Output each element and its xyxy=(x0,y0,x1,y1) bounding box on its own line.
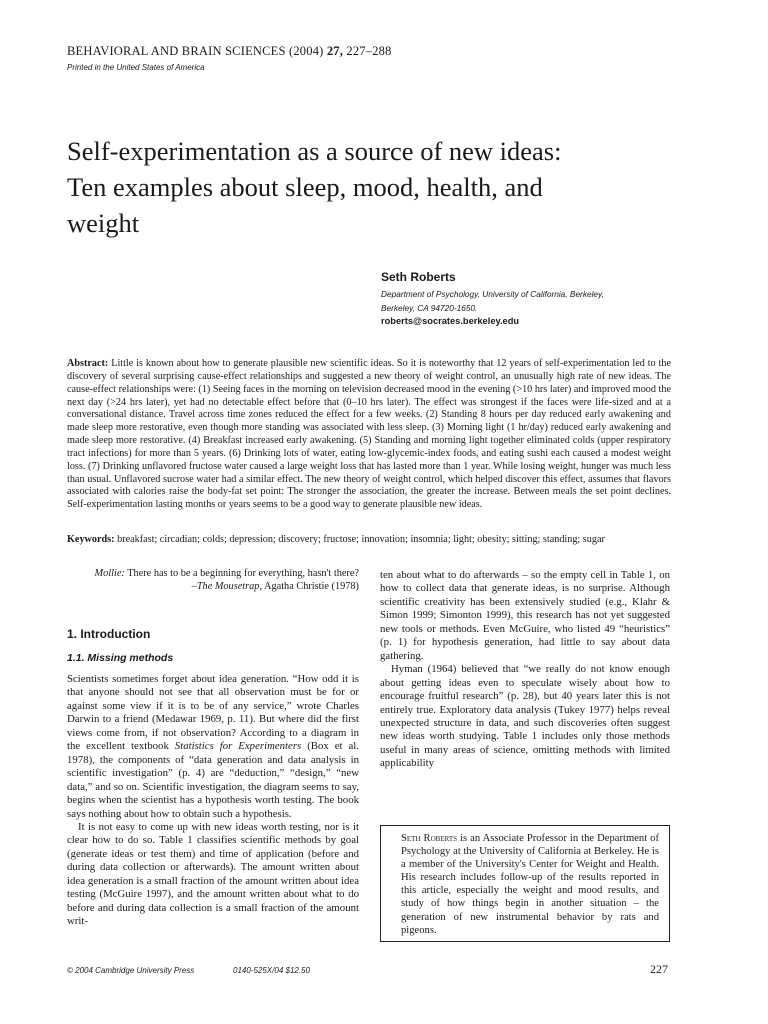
journal-pages: 227–288 xyxy=(346,44,392,58)
journal-name: BEHAVIORAL AND BRAIN SCIENCES (2004) xyxy=(67,44,324,58)
epigraph-source-author: Agatha Christie (1978) xyxy=(264,581,359,592)
paragraph-text: (Box et al. 1978), the components of “data generation and data analysis in scientific investigation” (p. 4) are “deduction,” “design,” “new data,” and so on. Scientific investigation, the diagram seems to say, begins when the scientist has a hypothesis worth testing. The book says nothing about how to obtain such a hypothesis. xyxy=(67,740,359,820)
price-code: 0140-525X/04 $12.50 xyxy=(233,966,310,975)
journal-header xyxy=(67,44,392,59)
author-email[interactable]: roberts@socrates.berkeley.edu xyxy=(381,316,520,326)
article-title: Self-experimentation as a source of new ideas: Ten examples about sleep, mood, health, and weight xyxy=(67,136,562,238)
bio-name: Seth Roberts xyxy=(401,833,458,844)
epigraph-speaker: Mollie: xyxy=(94,568,125,579)
paragraph: ten about what to do afterwards – so the empty cell in Table 1, on how to collect data that generate ideas, is no surprise. Although scientific creativity has been extensively studied (e.g., Klahr & Simon 1999; Simonton 1999), this research has not yet suggested new tools or methods. Even McGuire, who listed 49 “heuristics” (p. 1) for hypothesis generation, had little to say about data gathering. xyxy=(380,569,670,662)
epigraph-quote-line xyxy=(67,567,359,580)
bio-text: is an Associate Professor in the Department of Psychology at the University of California at Berkeley. He is a member of the University's Center for Weight and Health. His research includes follow-up of the results reported in this article, especially the weight and mood results, and study of how things begin in another situation – the generation of new instrumental behavior by rats and pigeons. xyxy=(401,833,659,936)
abstract-text: Little is known about how to generate plausible new scientific ideas. So it is noteworthy that 12 years of self-experimentation led to the discovery of several surprising cause-effect relationships and suggested a new theory of weight control, an unusually high rate of new ideas. The cause-effect relationships were: (1) Seeing faces in the morning on television decreased mood in the evening (>10 hrs later) and improved mood the next day (>24 hrs later), yet had no detectable effect before that (0–10 hrs later). The effect was strongest if the faces were life-sized and at a conversational distance. Travel across time zones reduced the effect for a few weeks. (2) Standing 8 hours per day reduced early awakening and made sleep more restorative, even though more standing was associated with less sleep. (3) Morning light (1 hr/day) reduced early awakening and made sleep more restorative. (4) Breakfast increased early awakening. (5) Standing and morning light together eliminated colds (upper respiratory tract infections) for more than 5 years. (6) Drinking lots of water, eating low-glycemic-index foods, and eating sushi each caused a modest weight loss. (7) Drinking unflavored fructose water caused a large weight loss that has lasted more than 1 year. While losing weight, hunger was much less than usual. Unflavored sucrose water had a similar effect. The new theory of weight control, which helped discover this effect, assumes that flavors associated with calories raise the body-fat set point: The stronger the association, the greater the increase. Between meals the set point declines. Self-experimentation lasting months or years seems to be a good way to generate plausible new ideas. xyxy=(67,358,672,511)
epigraph-source-title: The Mousetrap, xyxy=(196,581,263,592)
journal-volume: 27, xyxy=(326,44,344,58)
epigraph-source xyxy=(67,580,359,593)
body-column-right xyxy=(380,569,670,771)
paragraph: It is not easy to come up with new ideas worth testing, nor is it clear how to do so. Table 1 classifies scientific methods by goal (generate ideas or test them) and time of application (before and during data collection or afterwards). The amount written about idea generation is a small fraction of the amount written about idea testing (McGuire 1997), and the amount written about what to do before and during data collection is a small fraction of the amount writ- xyxy=(67,820,359,928)
keywords-text: breakfast; circadian; colds; depression; discovery; fructose; innovation; insomnia; light; obesity; sitting; standing; sugar xyxy=(117,534,605,545)
page-number: 227 xyxy=(650,962,668,976)
paragraph-text: Scientists sometimes forget about idea generation. “How odd it is that anyone should not see that all observation must be for or against some view if it is to be of any service,” wrote Charles Darwin to a friend (Medawar 1969, p. 11). But where did the first views come from, if not observation? According to a diagram in the excellent textbook xyxy=(67,673,359,753)
author-bio xyxy=(401,832,659,937)
epigraph-quote: There has to be a beginning for everything, hasn't there? xyxy=(127,568,359,579)
subsection-heading: 1.1. Missing methods xyxy=(67,652,174,664)
author-affiliation: Department of Psychology, University of California, Berkeley, xyxy=(381,289,604,299)
author-bio-box xyxy=(380,825,670,942)
epigraph-dash: – xyxy=(191,581,197,592)
paragraph: Hyman (1964) believed that “we really do not know enough about getting ideas even to speculate wisely about how to encourage fruitful research” (p. 28), but 40 years later this is not entirely true. Exploratory data analysis (Tukey 1977) helps reveal unexpected structure in data, and such discoveries often suggest new ideas worth studying. Table 1 includes only those methods useful in many areas of science, omitting methods with limited applicability xyxy=(380,663,670,770)
book-title: Statistics for Experimenters xyxy=(174,740,302,753)
printed-line: Printed in the United States of America xyxy=(67,63,205,72)
author-block xyxy=(381,270,681,326)
copyright-notice: © 2004 Cambridge University Press xyxy=(67,966,195,975)
keywords-label: Keywords: xyxy=(67,534,115,545)
abstract-label: Abstract: xyxy=(67,358,109,369)
body-column-left xyxy=(67,673,359,929)
abstract xyxy=(67,358,671,512)
paragraph xyxy=(67,673,359,821)
author-address: Berkeley, CA 94720-1650. xyxy=(381,303,478,313)
section-heading: 1. Introduction xyxy=(67,627,151,641)
author-name: Seth Roberts xyxy=(381,270,456,284)
keywords xyxy=(67,533,671,546)
epigraph xyxy=(67,567,359,593)
